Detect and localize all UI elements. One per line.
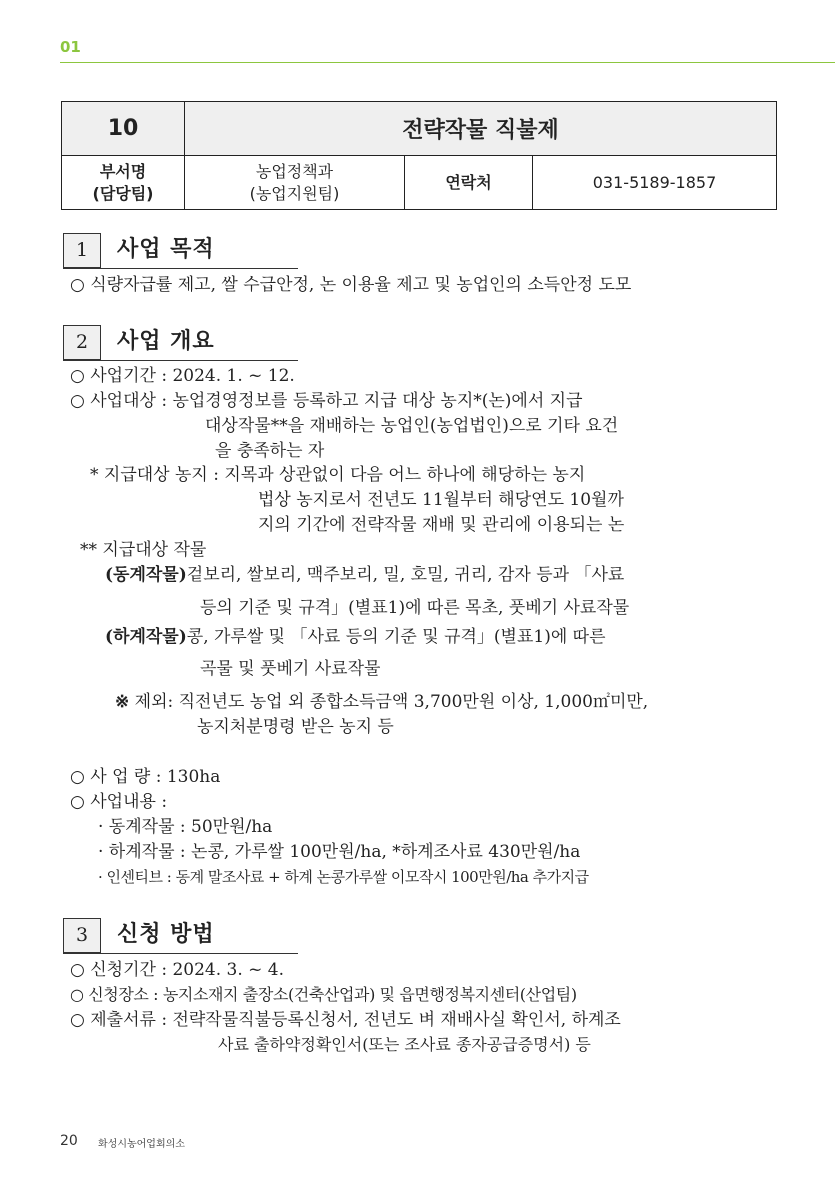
dept-label-line1: 부서명 — [99, 161, 147, 181]
content-summer: · 하계작물 : 논콩, 가루쌀 100만원/ha, *하계조사료 430만원/ha — [98, 842, 581, 862]
content-incentive: · 인센티브 : 동계 말조사료 + 하계 논콩가루쌀 이모작시 100만원/ha 추가지급 — [98, 868, 589, 886]
winter-crops-text: 겉보리, 쌀보리, 맥주보리, 밀, 호밀, 귀리, 감자 등과 「사료 — [186, 565, 625, 585]
section-header-purpose — [63, 233, 298, 269]
chapter-divider — [60, 62, 835, 63]
summer-crops-line2: 곡물 및 풋베기 사료작물 — [200, 659, 381, 679]
summer-crops-label: (하계작물) — [105, 627, 187, 647]
land-note-line2: 법상 농지로서 전년도 11월부터 해당연도 10월까 — [258, 490, 624, 510]
overview-amount: ○ 사 업 량 : 130ha — [70, 767, 221, 787]
page-number: 20 — [60, 1133, 78, 1149]
winter-crops-line2: 등의 기준 및 규격」(별표1)에 따른 목초, 풋베기 사료작물 — [200, 598, 630, 618]
section-number: 3 — [63, 918, 101, 953]
contact-label: 연락처 — [405, 156, 533, 210]
section-header-application — [63, 918, 298, 954]
application-place: ○ 신청장소 : 농지소재지 출장소(건축산업과) 및 읍면행정복지센터(산업팀) — [70, 985, 577, 1004]
contact-value: 031-5189-1857 — [533, 156, 777, 210]
dept-value — [185, 156, 405, 210]
section-header-overview — [63, 325, 298, 361]
exclusion-line2: 농지처분명령 받은 농지 등 — [197, 717, 394, 737]
dept-label — [62, 156, 185, 210]
dept-value-line2: (농업지원팀) — [249, 183, 340, 203]
overview-target-line3: 을 충족하는 자 — [215, 441, 325, 461]
project-title: 전략작물 직불제 — [185, 102, 777, 156]
section-title: 사업 목적 — [117, 237, 215, 262]
chapter-number: 01 — [60, 38, 81, 56]
section-title: 신청 방법 — [117, 922, 215, 947]
winter-crops-label: (동계작물) — [105, 565, 187, 585]
section-underline — [63, 360, 298, 361]
application-period: ○ 신청기간 : 2024. 3. ~ 4. — [70, 960, 285, 980]
info-table — [61, 101, 777, 210]
exclusion-text: 제외: 직전년도 농업 외 종합소득금액 3,700만원 이상, 1,000㎡미만, — [134, 692, 649, 712]
winter-crops-line1 — [105, 563, 624, 587]
section-number: 1 — [63, 233, 101, 268]
content-winter: · 동계작물 : 50만원/ha — [98, 817, 273, 837]
section-underline — [63, 268, 298, 269]
summer-crops-line1 — [105, 625, 606, 649]
footer-org-name: 화성시농어업회의소 — [98, 1139, 185, 1150]
application-docs-line1: ○ 제출서류 : 전략작물직불등록신청서, 전년도 벼 재배사실 확인서, 하계조 — [70, 1010, 621, 1030]
land-note-line1: * 지급대상 농지 : 지목과 상관없이 다음 어느 하나에 해당하는 농지 — [90, 465, 586, 485]
section-underline — [63, 953, 298, 954]
summer-crops-text: 콩, 가루쌀 및 「사료 등의 기준 및 규격」(별표1)에 따른 — [186, 627, 606, 647]
overview-content-heading: ○ 사업내용 : — [70, 792, 168, 812]
section-title: 사업 개요 — [117, 329, 215, 354]
overview-period: ○ 사업기간 : 2024. 1. ~ 12. — [70, 366, 295, 386]
exclusion-line1 — [115, 690, 648, 714]
dept-value-line1: 농업정책과 — [255, 161, 334, 181]
overview-target-line1: ○ 사업대상 : 농업경영정보를 등록하고 지급 대상 농지*(논)에서 지급 — [70, 391, 583, 411]
land-note-line3: 지의 기간에 전략작물 재배 및 관리에 이용되는 논 — [258, 515, 625, 535]
section-number: 2 — [63, 325, 101, 360]
application-docs-line2: 사료 출하약정확인서(또는 조사료 종자공급증명서) 등 — [218, 1035, 591, 1054]
purpose-bullet: ○ 식량자급률 제고, 쌀 수급안정, 논 이용율 제고 및 농업인의 소득안정 도모 — [70, 275, 632, 295]
overview-target-line2: 대상작물**을 재배하는 농업인(농업법인)으로 기타 요건 — [205, 416, 619, 436]
project-number: 10 — [62, 102, 185, 156]
dept-label-line2: (담당팀) — [92, 183, 154, 203]
crops-heading: ** 지급대상 작물 — [80, 540, 207, 560]
reference-mark: ※ — [115, 692, 130, 712]
